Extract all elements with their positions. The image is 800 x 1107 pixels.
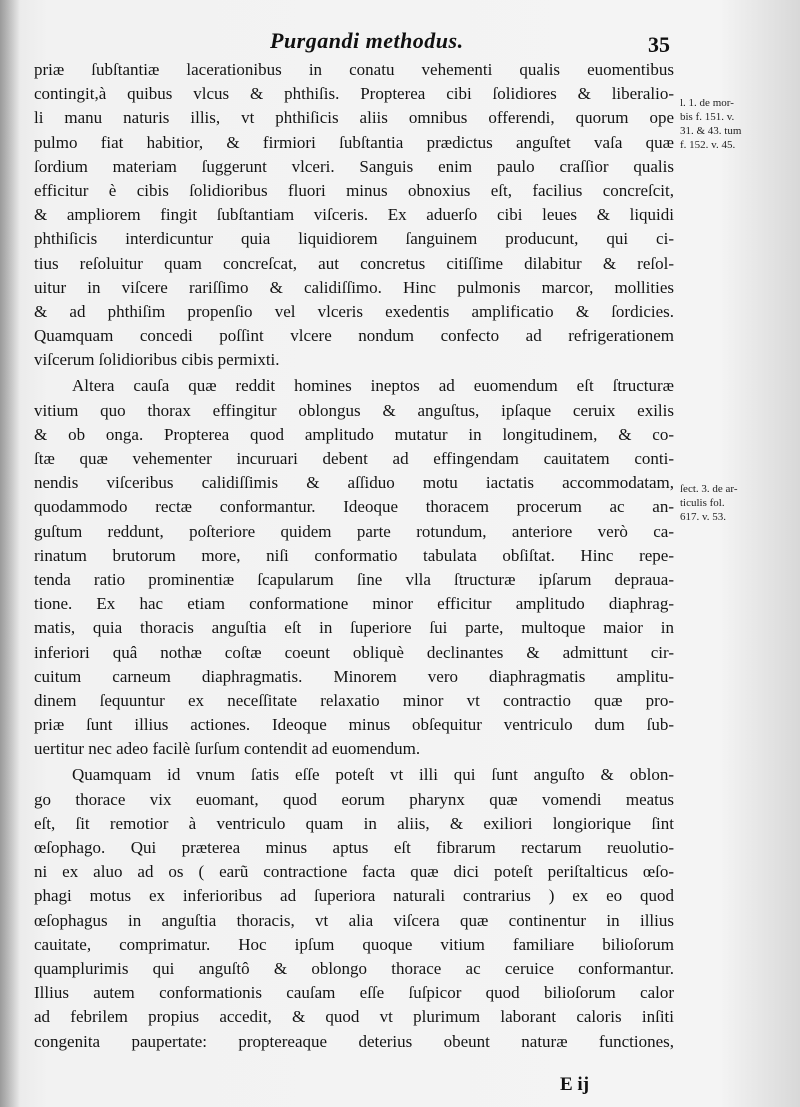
text-line: nendis viſceribus calidiſſimis & aſſiduo motu iactatis accommodatam, — [34, 473, 674, 493]
text-line: guſtum reddunt, poſteriore quidem parte rotundum, anteriore verò ca- — [34, 521, 674, 541]
text-line: contingit,à quibus vlcus & phthiſis. Propterea cibi ſolidiores & liberalio- — [34, 84, 674, 104]
text-line: uitur in viſcere rariſſimo & calidiſſimo. Hinc pulmonis marcor, mollities — [34, 277, 674, 297]
binding-gutter-shadow — [0, 0, 20, 1107]
text-line: quamplurimis qui anguſtô & oblongo thorace ac ceruice conformantur. — [34, 958, 674, 978]
margin-note-1 — [680, 96, 775, 152]
text-line: congenita paupertate: proptereaque deterius obeunt naturæ functiones, — [34, 1031, 674, 1051]
margin-note-line: 617. v. 53. — [680, 511, 727, 523]
text-line: eſt, ſit remotior à ventriculo quam in aliis, & exiliori longiorique ſint — [34, 813, 674, 833]
text-line: Altera cauſa quæ reddit homines ineptos ad euomendum eſt ſtructuræ — [72, 376, 674, 396]
text-line: phagi motus ex inferioribus ad ſuperiora naturali contrarius ) ex eo quod — [34, 886, 674, 906]
text-line: œſophago. Qui præterea minus aptus eſt fibrarum rectarum reuolutio- — [34, 838, 674, 857]
text-line: & ad phthiſim propenſio vel vlceris exedentis amplificatio & ſordicies. — [34, 301, 674, 321]
text-line: viſcerum ſolidioribus cibis permixti. — [34, 350, 280, 370]
text-line: phthiſicis interdicuntur quia liquidiorem ſanguinem producunt, qui ci- — [34, 229, 674, 249]
text-line: Quamquam id vnum ſatis eſſe poteſt vt illi qui ſunt anguſto & oblon- — [72, 765, 674, 785]
margin-note-line: l. 1. de mor- — [680, 97, 734, 109]
text-line: priæ ſubſtantiæ lacerationibus in conatu vehementi qualis euomentibus — [34, 60, 674, 79]
running-head: Purgandi methodus. — [270, 28, 464, 53]
text-line: li manu naturis illis, vt phthiſicis aliis omnibus offerendi, quorum ope — [34, 108, 674, 128]
text-line: ſtæ quæ vehementer incuruari debent ad effingendam cauitatem conti- — [34, 449, 674, 468]
text-line: quodammodo rectæ conformantur. Ideoque thoracem procerum ac an- — [34, 497, 674, 517]
margin-note-2 — [680, 482, 775, 524]
text-line: priæ ſunt illius actiones. Ideoque minus obſequitur ventriculo dum ſub- — [34, 715, 674, 735]
body-text — [34, 58, 674, 1054]
text-line: pulmo fiat habitior, & firmiori ſubſtantia prædictus anguſtet vaſa quæ — [34, 132, 674, 152]
margin-note-line: ſect. 3. de ar- — [680, 483, 738, 495]
text-line: œſophagus in anguſtia thoracis, vt alia viſcera quæ continentur in illius — [34, 910, 674, 930]
text-line: & ob onga. Propterea quod amplitudo mutatur in longitudinem, & co- — [34, 424, 674, 444]
page-header — [0, 28, 800, 58]
text-line: inferiori quâ nothæ coſtæ coeunt obliquè declinantes & admittunt cir- — [34, 642, 674, 662]
margin-note-line: f. 152. v. 45. — [680, 139, 736, 151]
text-line: ad febrilem propius accedit, & quod vt plurimum laborant caloris inſiti — [34, 1007, 674, 1027]
text-line: ni ex aluo ad os ( earũ contractione facta quæ dici poteſt periſtalticus œſo- — [34, 862, 674, 882]
margin-note-line: bis f. 151. v. — [680, 111, 735, 123]
text-line: rinatum brutorum more, niſi conformatio tabulata obſiſtat. Hinc repe- — [34, 545, 674, 565]
margin-note-line: 31. & 43. tum — [680, 125, 742, 137]
text-line: tenda ratio prominentiæ ſcapularum ſine vlla ſtructuræ ipſarum depraua- — [34, 569, 674, 589]
text-line: dinem ſequuntur ex neceſſitate relaxatio minor vt contractio quæ pro- — [34, 690, 674, 710]
text-line: efficitur è cibis ſolidioribus fluori minus obnoxius eſt, facilius concreſcit, — [34, 180, 674, 200]
margin-note-line: ticulis fol. — [680, 497, 725, 509]
text-line: Illius autem conformationis cauſam eſſe ſuſpicor quod bilioſorum calor — [34, 983, 674, 1003]
text-line: go thorace vix euomant, quod eorum pharynx quæ vomendi meatus — [34, 789, 674, 809]
text-line: cuitum carneum diaphragmatis. Minorem vero diaphragmatis amplitu- — [34, 666, 674, 686]
text-line: tione. Ex hac etiam conformatione minor efficitur amplitudo diaphrag- — [34, 594, 674, 614]
page-number: 35 — [648, 32, 670, 57]
text-line: Quamquam concedi poſſint vlcere nondum confecto ad refrigerationem — [34, 326, 674, 346]
text-line: uertitur nec adeo facilè ſurſum contendit ad euomendum. — [34, 739, 421, 759]
text-line: ſordium materiam ſuggerunt vlceri. Sanguis enim paulo craſſior qualis — [34, 156, 674, 176]
text-line: vitium quo thorax effingitur oblongus & anguſtus, ipſaque ceruix exilis — [34, 400, 674, 420]
text-line: matis, quia thoracis anguſtia eſt in ſuperiore ſui parte, multoque maior in — [34, 618, 674, 638]
text-line: tius reſoluitur quam concreſcat, aut concretus citiſſime dilabitur & reſol- — [34, 253, 674, 273]
text-line: & ampliorem fingit ſubſtantiam viſceris. Ex aduerſo cibi leues & liquidi — [34, 205, 674, 225]
text-line: cauitate, comprimatur. Hoc ipſum quoque vitium familiare bilioſorum — [34, 934, 674, 954]
signature-mark: E ij — [560, 1074, 590, 1095]
